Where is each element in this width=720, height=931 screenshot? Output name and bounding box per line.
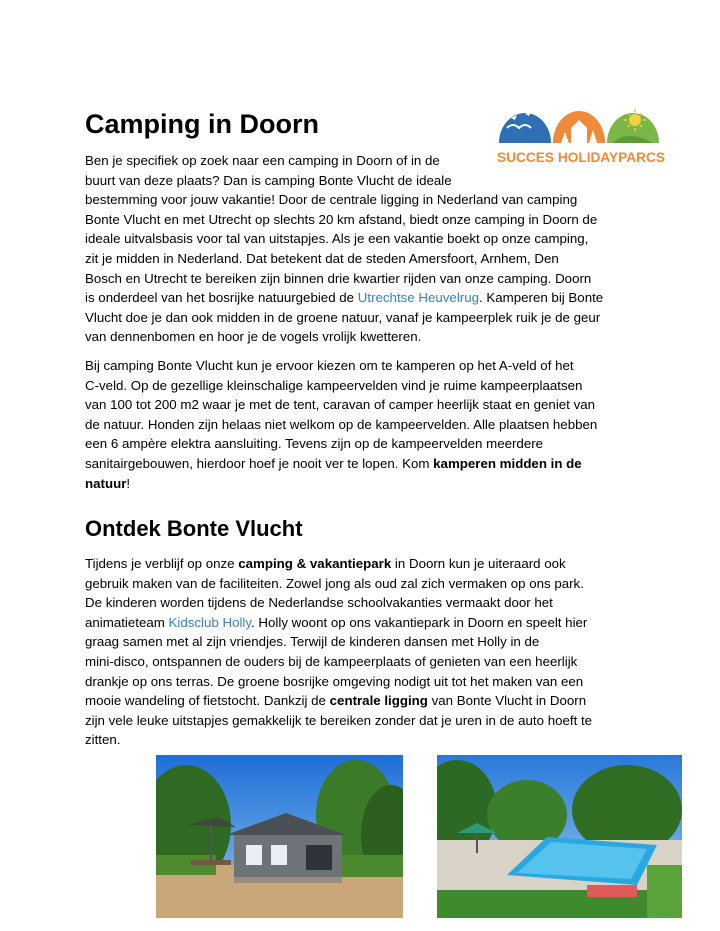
page-title: Camping in Doorn bbox=[85, 109, 319, 139]
section-heading: Ontdek Bonte Vlucht bbox=[85, 516, 303, 541]
chalet-photo bbox=[156, 755, 403, 918]
discover-paragraph: Tijdens je verblijf op onze camping & vakantiepark in Doorn kun je uiteraard ook gebruik maken van de faciliteiten. Zowel jong als oud zal zich vermaken op ons park. De kinderen worden tijdens de Nederlandse schoolvakanties vermaakt door het animatieteam Kidsclub Holly. Holly woont op ons vakantiepark in Doorn en speelt hier graag samen met al zijn vriendjes. Terwijl de kinderen dansen met Holly in de mini-disco, ontspannen de ouders bij de kampeerplaats of genieten van een heerlijk drankje op ons terras. De groene bosrijke omgeving nodigt uit tot het maken van een mooie wandeling of fietstocht. Dankzij de centrale ligging van Bonte Vlucht in Doorn zijn vele leuke uitstapjes gemakkelijk te bereiken zonder dat je uren in de auto hoeft te zitten. bbox=[85, 556, 593, 748]
camping-fields-paragraph: Bij camping Bonte Vlucht kun je ervoor kiezen om te kamperen op het A-veld of het C-veld. Op de gezellige kleinschalige kampeervelden vind je ruime kampeerplaatsen van 100 tot 200 m2 waar je met de tent, caravan of camper heerlijk staat en geniet van de natuur. Honden zijn helaas niet welkom op de kampeervelden. Alle plaatsen hebben een 6 ampère elektra aansluiting. Tevens zijn op de kampeervelden meerdere sanitairgebouwen, hierdoor hoef je nooit ver te lopen. Kom kamperen midden in de natuur! bbox=[85, 358, 598, 491]
utrechtse-heuvelrug-link[interactable]: Utrechtse Heuvelrug bbox=[357, 290, 479, 306]
kidsclub-holly-link[interactable]: Kidsclub Holly bbox=[168, 614, 252, 630]
svg-text:SUCCES HOLIDAYPARCS: SUCCES HOLIDAYPARCS bbox=[497, 150, 665, 165]
swimming-pool-photo bbox=[437, 755, 682, 918]
intro-paragraph: Ben je specifiek op zoek naar een camping in Doorn of in de buurt van deze plaats? Dan is camping Bonte Vlucht de ideale bestemming voor jouw vakantie! Door de centrale ligging in Nederland van camping Bonte Vlucht en met Utrecht op slechts 20 km afstand, biedt onze camping in Doorn de ideale uitvalsbasis voor tal van uitstapjes. Als je een vakantie boekt op onze camping, zit je midden in Nederland. Dat betekent dat de steden Amersfoort, Arnhem, Den Bosch en Utrecht te bereiken zijn binnen drie kwartier rijden van onze camping. Doorn is onderdeel van het bosrijke natuurgebied de Utrechtse Heuvelrug. Kamperen bij Bonte Vlucht doe je dan ook midden in de groene natuur, vanaf je kampeerplek ruik je de geur van dennenbomen en hoor je de vogels vrolijk kwetteren. bbox=[85, 153, 604, 345]
